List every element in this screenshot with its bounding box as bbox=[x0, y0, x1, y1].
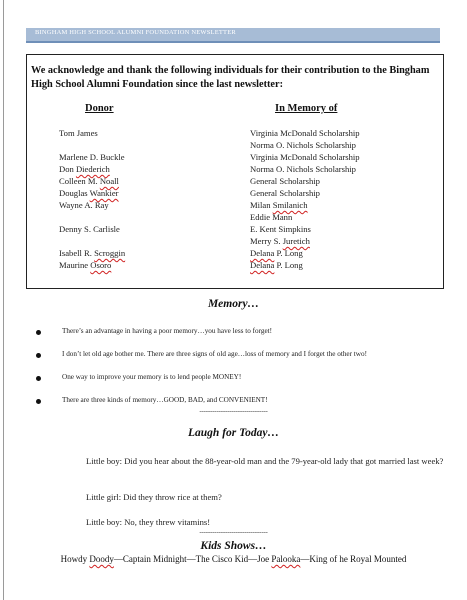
section-divider: -------------------------------- bbox=[199, 528, 268, 536]
memorial-name: Milan Smilanich bbox=[250, 200, 308, 210]
memorial-surname: Juretich bbox=[282, 236, 310, 246]
donor-name: Marlene D. Buckle bbox=[59, 152, 125, 162]
newsletter-title: BINGHAM HIGH SCHOOL ALUMNI FOUNDATION NEWSLETTER bbox=[35, 29, 236, 36]
donor-surname: Diederich bbox=[75, 164, 110, 174]
in-memory-heading: In Memory of bbox=[275, 103, 338, 114]
donor-name: Colleen M. Noall bbox=[59, 176, 119, 186]
joke-line: Little boy: Did you hear about the 88-year-old man and the 79-year-old lady that got married last week? bbox=[86, 456, 444, 466]
memorial-firstname: Delana bbox=[250, 248, 275, 258]
memory-section-title: Memory… bbox=[207, 298, 260, 310]
memorial-name: Merry S. Juretich bbox=[250, 236, 310, 246]
donor-name: Maurine Osoro bbox=[59, 260, 112, 270]
memorial-firstname: Delana bbox=[250, 260, 275, 270]
donor-name: Don Diederich bbox=[59, 164, 110, 174]
show-word: Doody bbox=[89, 554, 114, 564]
acknowledgement-intro: We acknowledge and thank the following individuals for their contribution to the Bingham High School Alumni Foundation since the last newsletter: bbox=[31, 65, 430, 90]
donor-heading: Donor bbox=[85, 103, 114, 114]
bullet-icon bbox=[36, 353, 41, 358]
donor-name: Wayne A. Ray bbox=[59, 200, 109, 210]
bullet-icon bbox=[36, 376, 41, 381]
donor-surname: Noall bbox=[99, 176, 119, 186]
show-word: Palooka bbox=[271, 554, 301, 564]
bullet-icon bbox=[36, 330, 41, 335]
newsletter-header-bar bbox=[26, 28, 440, 43]
joke-line: Little girl: Did they throw rice at them? bbox=[86, 492, 222, 502]
memorial-name: Virginia McDonald Scholarship bbox=[250, 152, 360, 162]
memorial-name: Delana P. Long bbox=[250, 248, 303, 258]
donor-surname: Osoro bbox=[90, 260, 112, 270]
donor-name: Isabell R. Scroggin bbox=[59, 248, 126, 258]
memorial-name: General Scholarship bbox=[250, 188, 320, 198]
joke-line: Little boy: No, they threw vitamins! bbox=[86, 517, 211, 527]
memorial-name: Delana P. Long bbox=[250, 260, 303, 270]
donor-name: Tom James bbox=[59, 128, 98, 138]
memory-item: There’s an advantage in having a poor memory…you have less to forget! bbox=[62, 327, 273, 335]
memorial-name: Eddie Mann bbox=[250, 212, 293, 222]
memorial-name: Norma O. Nichols Scholarship bbox=[250, 140, 356, 150]
memorial-name: E. Kent Simpkins bbox=[250, 224, 311, 234]
memorial-surname: Smilanich bbox=[272, 200, 308, 210]
donor-surname: Scroggin bbox=[94, 248, 126, 258]
memory-item: I don’t let old age bother me. There are three signs of old age…loss of memory and I forget the other two! bbox=[62, 350, 367, 358]
laugh-section-title: Laugh for Today… bbox=[188, 427, 279, 439]
kids-shows-line: Howdy Doody—Captain Midnight—The Cisco Kid—Joe Palooka—King of he Royal Mounted bbox=[60, 554, 407, 564]
donor-name: Douglas Wankier bbox=[59, 188, 119, 198]
kids-shows-title: Kids Shows… bbox=[200, 540, 267, 552]
memorial-name: General Scholarship bbox=[250, 176, 320, 186]
donor-surname: Wankier bbox=[89, 188, 119, 198]
section-divider: -------------------------------- bbox=[199, 407, 268, 415]
memorial-name: Virginia McDonald Scholarship bbox=[250, 128, 360, 138]
acknowledgement-box bbox=[26, 54, 444, 289]
donor-name: Denny S. Carlisle bbox=[59, 224, 120, 234]
memory-item: One way to improve your memory is to lend people MONEY! bbox=[62, 373, 242, 381]
memorial-name: Norma O. Nichols Scholarship bbox=[250, 164, 356, 174]
memory-item: There are three kinds of memory…GOOD, BAD, and CONVENIENT! bbox=[62, 396, 268, 404]
bullet-icon bbox=[36, 399, 41, 404]
